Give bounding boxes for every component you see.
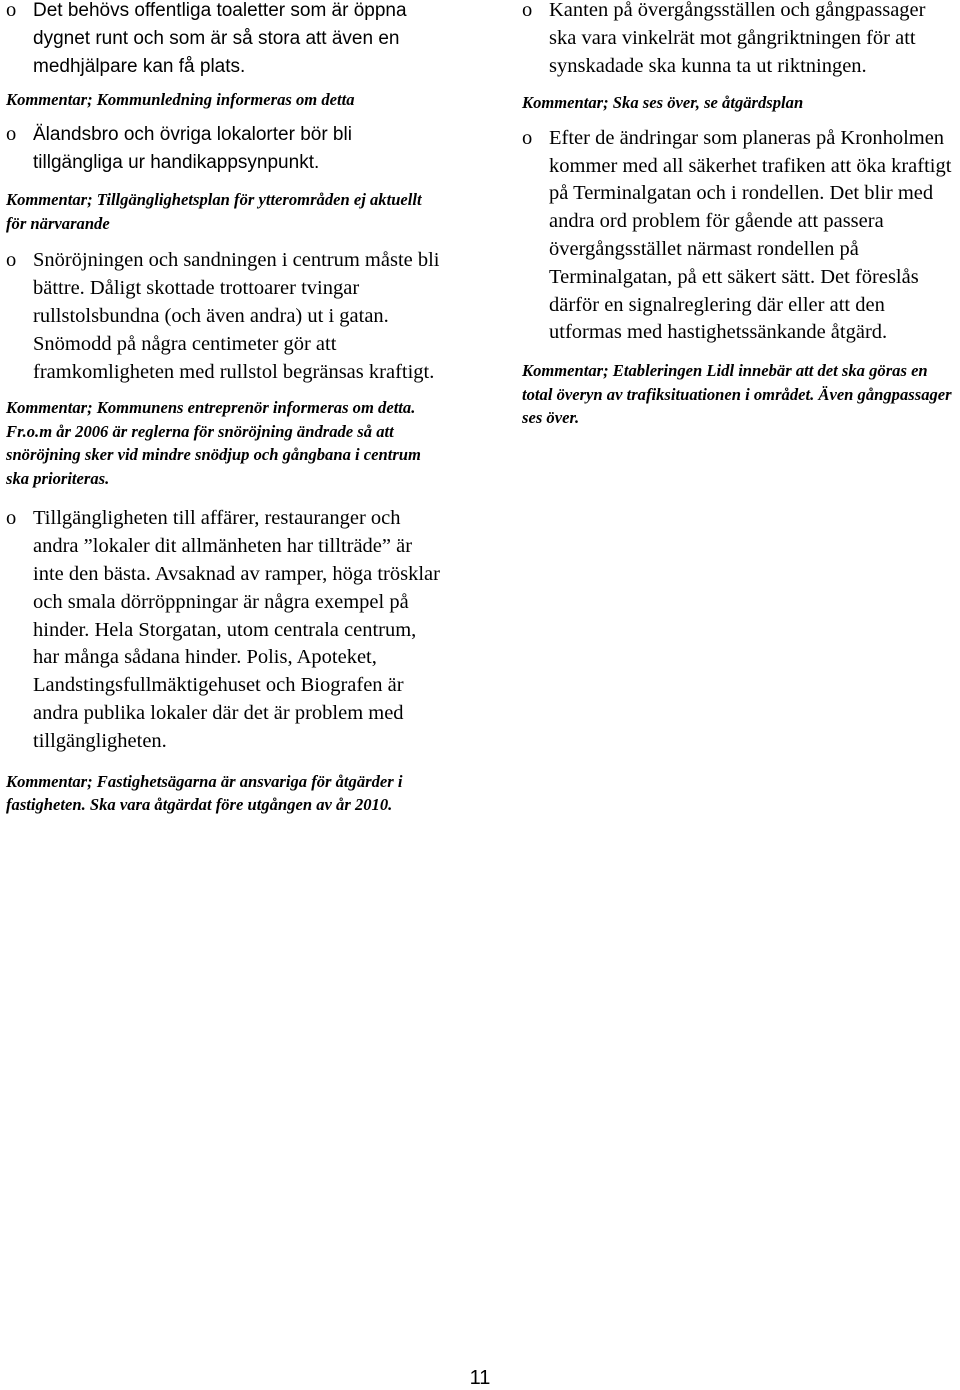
right-column [522, 0, 954, 430]
comment-property-owners: Kommentar; Fastighetsägarna är ansvariga för åtgärder i fastigheten. Ska vara åtgärdat före utgången av år 2010. [6, 771, 403, 815]
page-number: 11 [469, 1367, 491, 1389]
bullet-marker: o [6, 122, 17, 145]
bullet-text: Tillgängligheten till affärer, restauranger och andra ”lokaler dit allmänheten har tillträde” är inte den bästa. Avsaknad av ramper, höga trösklar och smala dörröppningar är några exempel på hinder. Hela Storgatan, utom centrala centrum, har många sådana hinder. Polis, Apoteket, Landstingsfullmäktigehuset och Biografen är andra publika lokaler där det är problem med tillgängligheten. [33, 507, 440, 752]
bullet-marker: o [6, 249, 17, 272]
bullet-text: Det behövs offentliga toaletter som är öppna dygnet runt och som är så stora att även en medhjälpare kan få plats. [33, 0, 407, 77]
comment-action-plan: Kommentar; Ska ses över, se åtgärdsplan [522, 93, 804, 113]
comment-accessibility-plan: Kommentar; Tillgänglighetsplan för ytterområden ej aktuellt för närvarande [6, 190, 422, 233]
bullet-item-snow-clearing [6, 247, 446, 386]
bullet-text: Efter de ändringar som planeras på Kronholmen kommer med all säkerhet trafiken att öka kraftigt på Terminalgatan och i rondellen. Det blir med andra ord problem för gående att passera övergångsstället närmast rondellen på Terminalgatan, på ett säkert sätt. Det föreslås därför en signalreglering där eller att den utformas med hastighetssänkande åtgärd. [549, 126, 952, 344]
bullet-marker: o [522, 126, 533, 149]
bullet-marker: o [522, 0, 533, 21]
bullet-text: Snöröjningen och sandningen i centrum måste bli bättre. Dåligt skottade trottoarer tvingar rullstolsbundna (och även andra) ut i gatan. Snömodd på några centimeter gör att framkomligheten med rullstol begränsas kraftigt. [33, 249, 440, 383]
bullet-item-alandsbro [6, 121, 446, 177]
bullet-item-public-toilets [6, 0, 446, 80]
bullet-item-crossing-edge [522, 0, 954, 80]
comment-contractor: Kommentar; Kommunens entreprenör informeras om detta. Fr.o.m år 2006 är reglerna för snöröjning ändrade så att snöröjning sker vid mindre snödjup och gångbana i centrum ska prioriteras. [6, 398, 421, 488]
bullet-marker: o [6, 0, 17, 21]
left-column [6, 0, 446, 817]
bullet-text: Älandsbro och övriga lokalorter bör bli tillgängliga ur handikappsynpunkt. [33, 123, 352, 173]
comment-municipal-management: Kommentar; Kommunledning informeras om detta [6, 90, 355, 110]
bullet-marker: o [6, 507, 17, 530]
bullet-text: Kanten på övergångsställen och gångpassager ska vara vinkelrät mot gångriktningen för att synskadade ska kunna ta ut riktningen. [549, 0, 926, 77]
bullet-item-kronholmen-traffic [522, 125, 954, 347]
comment-lidl: Kommentar; Etableringen Lidl innebär att det ska göras en total överyn av trafiksituationen i området. Även gångpassager ses över. [522, 361, 952, 428]
bullet-item-shop-accessibility [6, 505, 446, 755]
